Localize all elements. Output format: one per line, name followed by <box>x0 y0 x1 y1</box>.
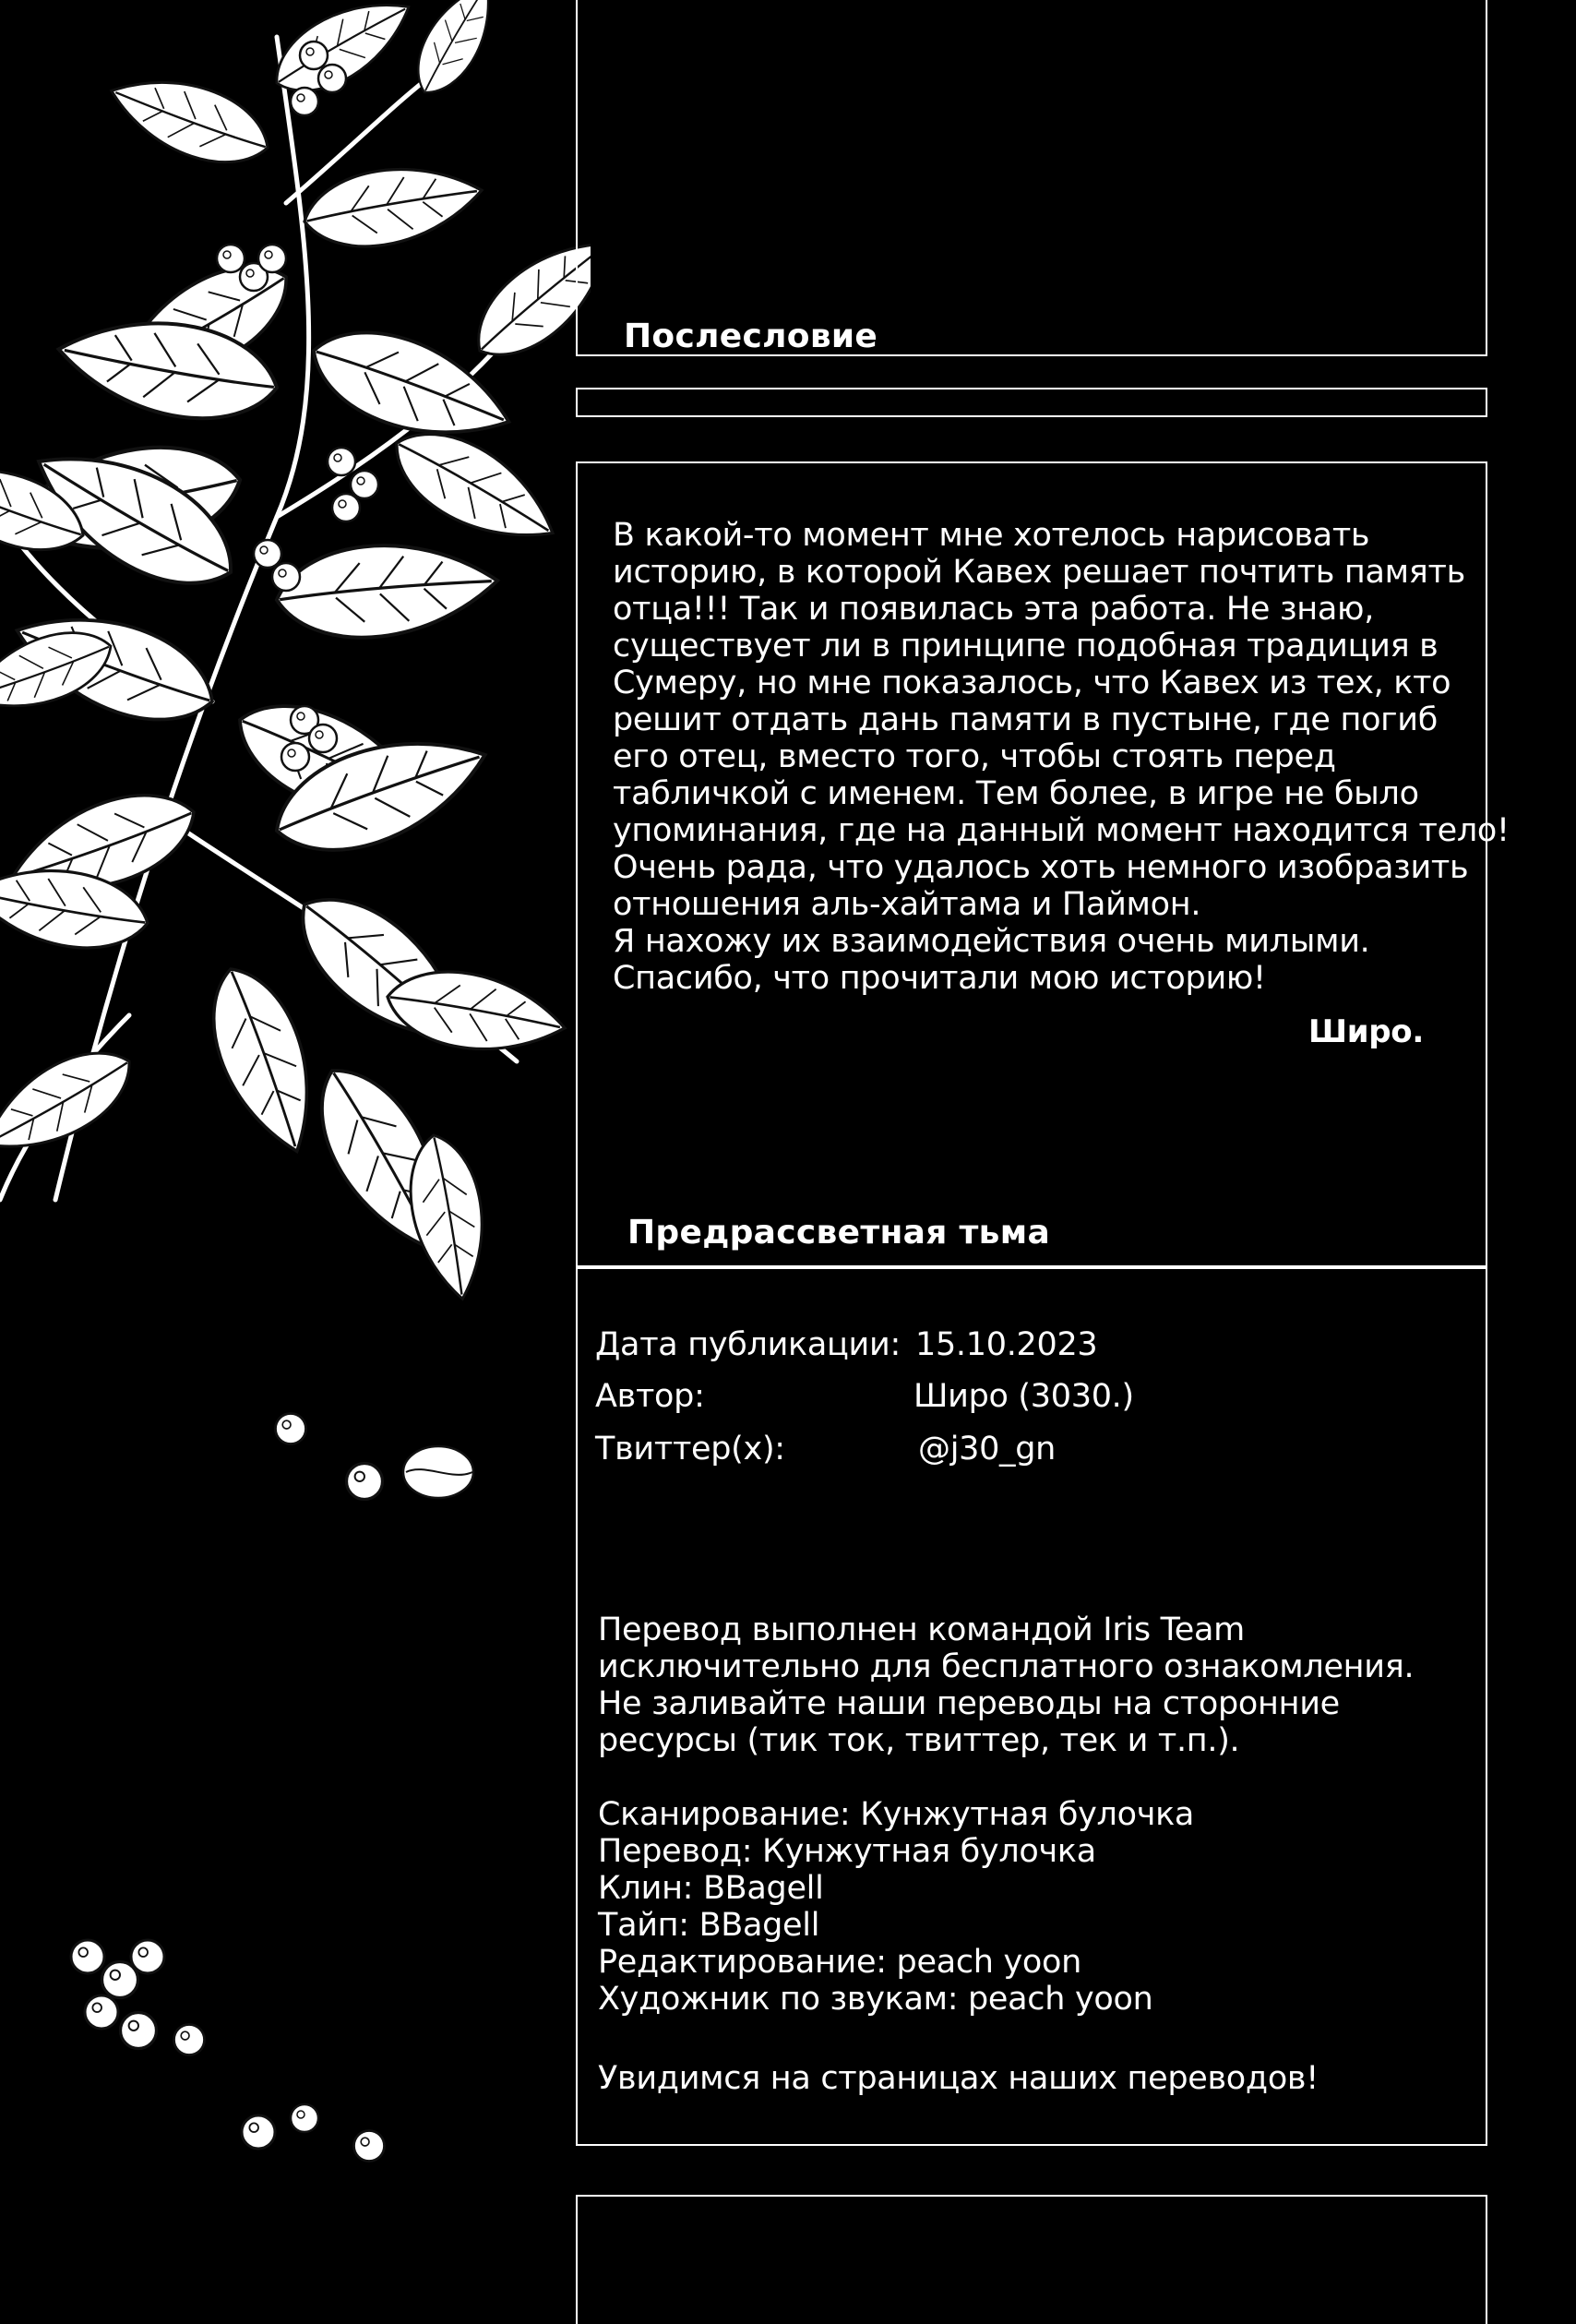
staff-line: Сканирование: Кунжутная булочка <box>598 1796 1195 1833</box>
farewell-line: Увидимся на страницах наших переводов! <box>598 2060 1319 2097</box>
published-label: Дата публикации: <box>595 1326 901 1363</box>
author-value: Широ (3030.) <box>913 1378 1134 1415</box>
staff-line: Перевод: Кунжутная булочка <box>598 1833 1096 1870</box>
afterword-heading: Послесловие <box>624 317 878 355</box>
twitter-label: Твиттер(x): <box>595 1431 785 1467</box>
afterword-line: Спасибо, что прочитали мою историю! <box>613 960 1266 997</box>
afterword-line: В какой-то момент мне хотелось нарисовать <box>613 517 1370 554</box>
afterword-line: Очень рада, что удалось хоть немного изобразить <box>613 849 1469 886</box>
notice-line: Не заливайте наши переводы на сторонние <box>598 1685 1340 1722</box>
notice-line: ресурсы (тик ток, твиттер, тек и т.п.). <box>598 1722 1240 1759</box>
coffee-plant-illustration <box>0 0 591 2307</box>
work-title: Предрассветная тьма <box>627 1214 1051 1252</box>
afterword-signature: Широ. <box>1308 1013 1424 1050</box>
staff-line: Тайп: BBagell <box>598 1907 820 1944</box>
staff-line: Клин: BBagell <box>598 1870 824 1907</box>
afterword-line: Я нахожу их взаимодействия очень милыми. <box>613 923 1370 960</box>
notice-line: Перевод выполнен командой Iris Team <box>598 1611 1245 1648</box>
afterword-line: существует ли в принципе подобная традиция в <box>613 628 1439 665</box>
afterword-line: упоминания, где на данный момент находится тело! <box>613 812 1510 849</box>
staff-line: Редактирование: peach yoon <box>598 1944 1082 1981</box>
twitter-value: @j30_gn <box>918 1431 1057 1467</box>
bottom-frame <box>576 2195 1487 2324</box>
top-frame <box>576 0 1487 356</box>
notice-line: исключительно для бесплатного ознакомления. <box>598 1648 1415 1685</box>
staff-line: Художник по звукам: peach yoon <box>598 1981 1153 2018</box>
author-label: Автор: <box>595 1378 705 1415</box>
divider-bar <box>576 388 1487 417</box>
afterword-line: его отец, вместо того, чтобы стоять перед <box>613 738 1336 775</box>
published-value: 15.10.2023 <box>915 1326 1098 1363</box>
afterword-line: решит отдать дань памяти в пустыне, где погиб <box>613 701 1439 738</box>
afterword-line: Сумеру, но мне показалось, что Кавех из тех, кто <box>613 665 1451 701</box>
afterword-line: табличкой с именем. Тем более, в игре не было <box>613 775 1419 812</box>
afterword-line: отношения аль-хайтама и Паймон. <box>613 886 1201 923</box>
afterword-line: отца!!! Так и появилась эта работа. Не знаю, <box>613 591 1375 628</box>
afterword-line: историю, в которой Кавех решает почтить память <box>613 554 1465 591</box>
